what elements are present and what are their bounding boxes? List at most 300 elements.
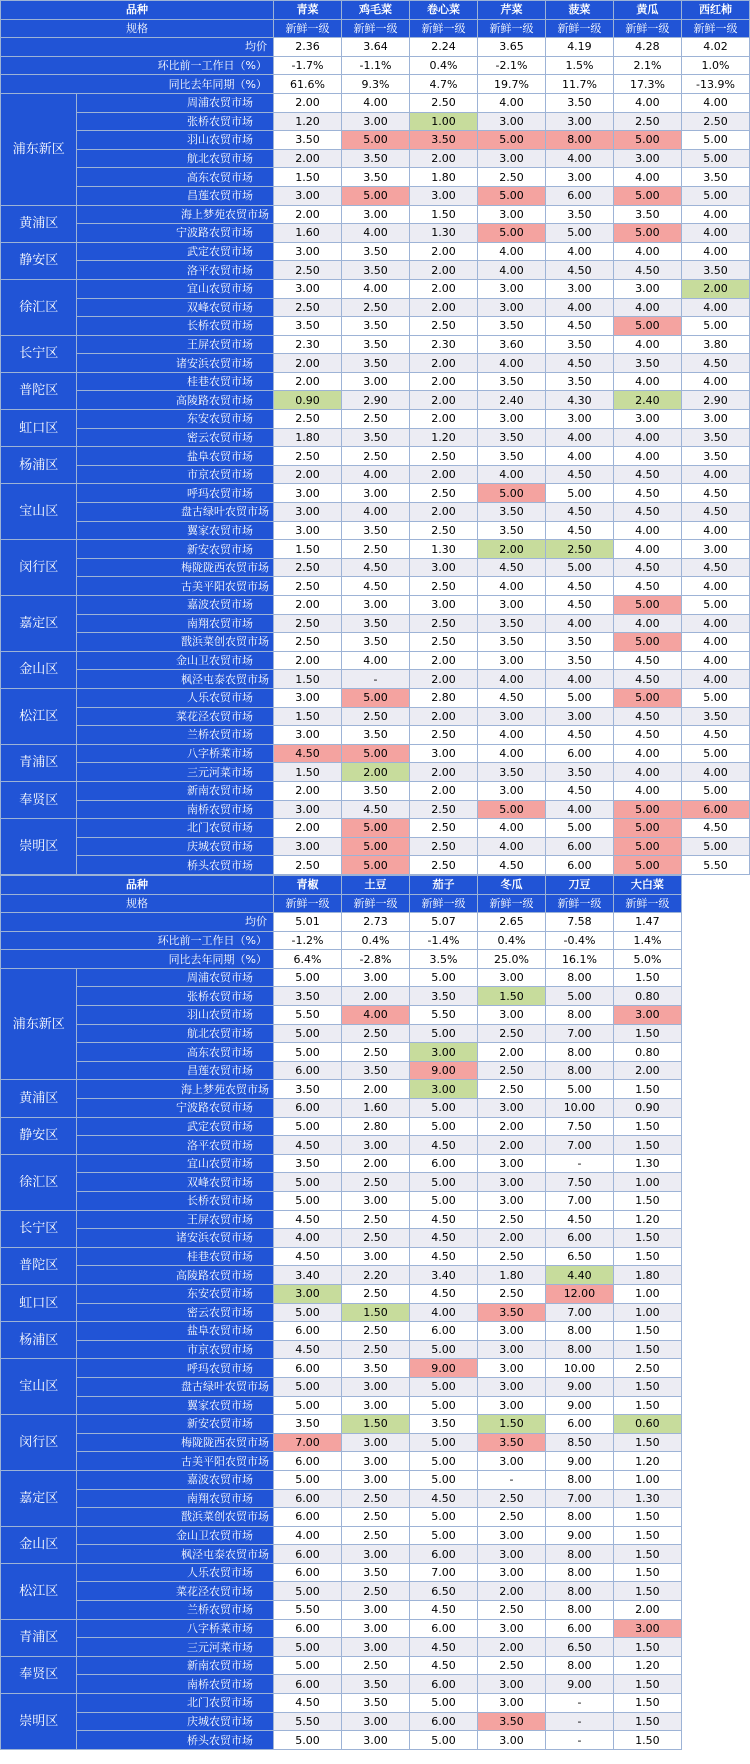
- market-row: [1, 410, 750, 429]
- price-cell: 2.50: [342, 1656, 410, 1675]
- price-cell: 1.80: [409, 168, 477, 187]
- price-cell: 5.00: [613, 819, 681, 838]
- price-cell: 3.50: [342, 781, 410, 800]
- market-row: [1, 1266, 750, 1285]
- price-cell: 4.00: [613, 614, 681, 633]
- summary-value: 17.3%: [613, 75, 681, 94]
- price-cell: 4.50: [613, 558, 681, 577]
- price-cell: 2.50: [409, 819, 477, 838]
- market-row: [1, 1731, 750, 1750]
- price-cell: 3.50: [477, 447, 545, 466]
- empty-cell: [681, 1247, 749, 1266]
- market-row: [1, 577, 750, 596]
- empty-cell: [681, 1452, 749, 1471]
- price-cell: 4.50: [409, 1656, 477, 1675]
- price-cell: 2.50: [342, 410, 410, 429]
- price-cell: 3.00: [409, 1043, 477, 1062]
- market-row: [1, 1117, 750, 1136]
- price-cell: 5.00: [613, 224, 681, 243]
- price-cell: 8.00: [545, 1508, 613, 1527]
- district-name: 静安区: [1, 242, 77, 279]
- price-cell: 6.00: [274, 1545, 342, 1564]
- price-cell: 3.00: [274, 279, 342, 298]
- summary-value: 1.5%: [545, 56, 613, 75]
- empty-cell: [681, 1470, 749, 1489]
- market-name: 密云农贸市场: [77, 1303, 274, 1322]
- price-cell: 3.50: [477, 1303, 545, 1322]
- price-cell: 4.00: [613, 372, 681, 391]
- price-cell: 10.00: [545, 1359, 613, 1378]
- price-cell: 2.00: [477, 1136, 545, 1155]
- price-cell: 1.50: [613, 1024, 681, 1043]
- market-name: 呼玛农贸市场: [77, 484, 274, 503]
- price-cell: 5.50: [274, 1006, 342, 1025]
- market-row: [1, 707, 750, 726]
- summary-value: -1.4%: [409, 931, 477, 950]
- empty-cell: [681, 1117, 749, 1136]
- market-name: 双峰农贸市场: [77, 1173, 274, 1192]
- market-name: 东安农贸市场: [77, 410, 274, 429]
- market-name: 南翔农贸市场: [77, 1489, 274, 1508]
- price-cell: 2.50: [342, 1508, 410, 1527]
- summary-value: 3.65: [477, 38, 545, 57]
- price-cell: 4.00: [342, 503, 410, 522]
- market-name: 宁波路农贸市场: [77, 1099, 274, 1118]
- price-cell: 3.00: [613, 149, 681, 168]
- empty-cell: [681, 1024, 749, 1043]
- market-name: 枫泾屯泰农贸市场: [77, 670, 274, 689]
- price-cell: 3.50: [342, 521, 410, 540]
- empty-cell: [681, 931, 749, 950]
- market-name: 嘉波农贸市场: [77, 596, 274, 615]
- market-row: [1, 819, 750, 838]
- price-cell: 4.50: [409, 1136, 477, 1155]
- price-cell: 3.00: [477, 298, 545, 317]
- price-cell: 4.00: [613, 744, 681, 763]
- price-cell: 3.00: [342, 1377, 410, 1396]
- market-name: 三元河菜市场: [77, 1638, 274, 1657]
- price-cell: 1.50: [477, 1415, 545, 1434]
- price-cell: 2.00: [477, 1638, 545, 1657]
- price-cell: 5.00: [409, 1694, 477, 1713]
- summary-value: 11.7%: [545, 75, 613, 94]
- price-cell: 4.00: [613, 540, 681, 559]
- price-cell: 4.00: [681, 298, 749, 317]
- price-cell: 4.50: [409, 1638, 477, 1657]
- market-row: [1, 558, 750, 577]
- price-cell: 9.00: [545, 1452, 613, 1471]
- summary-label: 同比去年同期（%）: [1, 75, 274, 94]
- market-row: [1, 1136, 750, 1155]
- price-cell: 3.00: [342, 484, 410, 503]
- summary-value: 3.64: [342, 38, 410, 57]
- price-cell: 6.00: [274, 1061, 342, 1080]
- market-row: [1, 1024, 750, 1043]
- price-cell: 3.00: [477, 1173, 545, 1192]
- price-cell: 5.00: [545, 558, 613, 577]
- price-cell: 6.00: [545, 1415, 613, 1434]
- market-row: [1, 1061, 750, 1080]
- price-cell: 5.00: [545, 1080, 613, 1099]
- price-cell: 3.00: [342, 596, 410, 615]
- district-name: 杨浦区: [1, 1322, 77, 1359]
- summary-value: 6.4%: [274, 950, 342, 969]
- produce-name: 青菜: [274, 1, 342, 20]
- empty-cell: [681, 1340, 749, 1359]
- price-cell: 3.50: [545, 205, 613, 224]
- price-cell: 4.50: [613, 484, 681, 503]
- produce-name: 黄瓜: [613, 1, 681, 20]
- price-cell: 5.00: [613, 131, 681, 150]
- price-cell: 2.40: [477, 391, 545, 410]
- price-cell: 3.00: [477, 149, 545, 168]
- market-row: [1, 149, 750, 168]
- market-name: 盘古绿叶农贸市场: [77, 503, 274, 522]
- market-name: 盐阜农贸市场: [77, 1322, 274, 1341]
- price-cell: 3.50: [342, 168, 410, 187]
- market-row: [1, 205, 750, 224]
- price-cell: 1.00: [613, 1173, 681, 1192]
- price-cell: 3.50: [342, 1061, 410, 1080]
- price-cell: 4.50: [613, 261, 681, 280]
- price-cell: 4.50: [274, 1210, 342, 1229]
- price-cell: 4.50: [681, 726, 749, 745]
- price-cell: 2.00: [681, 279, 749, 298]
- price-cell: 2.00: [274, 819, 342, 838]
- price-cell: 1.50: [613, 1247, 681, 1266]
- price-cell: 5.00: [342, 131, 410, 150]
- spec-value: 新鲜一级: [274, 19, 342, 38]
- summary-value: 2.1%: [613, 56, 681, 75]
- price-cell: 4.00: [681, 651, 749, 670]
- price-cell: 3.00: [545, 410, 613, 429]
- price-cell: 1.50: [613, 1582, 681, 1601]
- price-cell: 1.60: [342, 1099, 410, 1118]
- price-cell: 3.00: [409, 558, 477, 577]
- price-cell: 5.00: [274, 1470, 342, 1489]
- price-cell: 3.50: [274, 1415, 342, 1434]
- market-name: 周浦农贸市场: [77, 968, 274, 987]
- market-row: [1, 800, 750, 819]
- summary-value: -1.7%: [274, 56, 342, 75]
- price-cell: 4.50: [409, 1229, 477, 1248]
- market-name: 兰桥农贸市场: [77, 726, 274, 745]
- price-cell: 2.00: [274, 149, 342, 168]
- price-cell: 3.00: [545, 707, 613, 726]
- price-cell: -: [545, 1712, 613, 1731]
- price-cell: 6.50: [545, 1247, 613, 1266]
- price-cell: 2.00: [274, 205, 342, 224]
- header-row: [1, 875, 750, 894]
- price-cell: 3.00: [477, 968, 545, 987]
- price-cell: 2.50: [342, 1024, 410, 1043]
- price-cell: 0.80: [613, 987, 681, 1006]
- spec-header: 规格: [1, 19, 274, 38]
- price-cell: 5.00: [613, 633, 681, 652]
- price-cell: 1.50: [613, 1712, 681, 1731]
- market-name: 王屏农贸市场: [77, 335, 274, 354]
- price-cell: 3.50: [477, 1712, 545, 1731]
- price-cell: 2.00: [274, 596, 342, 615]
- price-cell: 5.00: [477, 186, 545, 205]
- price-cell: 1.80: [274, 428, 342, 447]
- summary-row: [1, 950, 750, 969]
- price-cell: 4.50: [545, 261, 613, 280]
- price-cell: 4.50: [477, 558, 545, 577]
- price-cell: 4.50: [477, 856, 545, 875]
- market-name: 古美平阳农贸市场: [77, 1452, 274, 1471]
- price-cell: 3.00: [342, 1247, 410, 1266]
- price-cell: 3.00: [477, 1192, 545, 1211]
- market-row: [1, 298, 750, 317]
- spec-value: 新鲜一级: [477, 894, 545, 913]
- price-cell: 3.00: [613, 279, 681, 298]
- price-cell: 3.00: [545, 279, 613, 298]
- price-cell: 4.00: [342, 1006, 410, 1025]
- price-cell: 3.50: [342, 726, 410, 745]
- price-cell: 2.30: [274, 335, 342, 354]
- market-name: 南桥农贸市场: [77, 800, 274, 819]
- market-name: 诸安浜农贸市场: [77, 354, 274, 373]
- market-name: 呼玛农贸市场: [77, 1359, 274, 1378]
- price-cell: 3.50: [342, 1694, 410, 1713]
- price-cell: 2.50: [477, 1284, 545, 1303]
- market-name: 洛平农贸市场: [77, 261, 274, 280]
- price-cell: 5.00: [409, 1508, 477, 1527]
- market-name: 南翔农贸市场: [77, 614, 274, 633]
- price-cell: 4.00: [681, 633, 749, 652]
- empty-cell: [681, 875, 749, 894]
- market-row: [1, 1582, 750, 1601]
- price-cell: 1.50: [613, 1080, 681, 1099]
- market-row: [1, 540, 750, 559]
- price-cell: 8.00: [545, 1545, 613, 1564]
- price-cell: 2.50: [409, 577, 477, 596]
- price-cell: 3.50: [342, 633, 410, 652]
- price-cell: 2.00: [409, 279, 477, 298]
- market-row: [1, 224, 750, 243]
- summary-row: [1, 75, 750, 94]
- price-cell: 1.50: [274, 707, 342, 726]
- price-cell: 2.50: [274, 558, 342, 577]
- price-cell: 2.50: [342, 1210, 410, 1229]
- price-cell: 8.00: [545, 1601, 613, 1620]
- price-cell: 0.90: [274, 391, 342, 410]
- price-cell: 2.00: [477, 1117, 545, 1136]
- price-cell: 2.00: [409, 670, 477, 689]
- price-cell: 2.50: [342, 540, 410, 559]
- summary-row: [1, 931, 750, 950]
- price-cell: 4.00: [613, 781, 681, 800]
- spec-value: 新鲜一级: [545, 19, 613, 38]
- price-cell: 2.50: [477, 1489, 545, 1508]
- price-cell: 3.00: [342, 1638, 410, 1657]
- district-name: 宝山区: [1, 484, 77, 540]
- empty-cell: [681, 968, 749, 987]
- price-cell: 1.50: [613, 1136, 681, 1155]
- price-cell: 4.00: [477, 261, 545, 280]
- price-cell: 1.50: [613, 1340, 681, 1359]
- price-cell: 2.50: [477, 1508, 545, 1527]
- price-cell: 5.00: [545, 819, 613, 838]
- price-cell: 2.00: [409, 261, 477, 280]
- price-cell: 2.90: [342, 391, 410, 410]
- price-cell: 5.00: [409, 1340, 477, 1359]
- price-cell: 3.50: [681, 707, 749, 726]
- market-row: [1, 1192, 750, 1211]
- summary-value: 5.01: [274, 913, 342, 932]
- market-name: 庆城农贸市场: [77, 837, 274, 856]
- price-cell: 4.00: [545, 670, 613, 689]
- price-cell: 2.00: [409, 651, 477, 670]
- empty-cell: [681, 950, 749, 969]
- market-name: 王屏农贸市场: [77, 1210, 274, 1229]
- price-cell: 2.50: [274, 856, 342, 875]
- price-cell: 1.50: [613, 1508, 681, 1527]
- market-name: 菜花泾农贸市场: [77, 707, 274, 726]
- district-name: 普陀区: [1, 1247, 77, 1284]
- price-cell: 5.00: [342, 819, 410, 838]
- price-cell: 8.00: [545, 1582, 613, 1601]
- price-cell: 9.00: [409, 1359, 477, 1378]
- price-cell: 4.50: [545, 354, 613, 373]
- price-cell: 4.50: [545, 596, 613, 615]
- price-cell: 4.50: [545, 577, 613, 596]
- market-row: [1, 1359, 750, 1378]
- market-row: [1, 1694, 750, 1713]
- price-cell: 9.00: [545, 1396, 613, 1415]
- price-cell: 2.00: [409, 391, 477, 410]
- price-cell: 3.00: [274, 242, 342, 261]
- price-cell: 6.00: [274, 1359, 342, 1378]
- price-cell: 3.00: [342, 1452, 410, 1471]
- price-cell: 5.50: [681, 856, 749, 875]
- summary-value: 61.6%: [274, 75, 342, 94]
- price-cell: 4.50: [409, 1210, 477, 1229]
- price-cell: 2.00: [477, 1043, 545, 1062]
- market-name: 南桥农贸市场: [77, 1675, 274, 1694]
- price-cell: 2.00: [274, 354, 342, 373]
- market-name: 羽山农贸市场: [77, 1006, 274, 1025]
- price-cell: 8.00: [545, 968, 613, 987]
- price-cell: 12.00: [545, 1284, 613, 1303]
- price-cell: 3.50: [274, 1154, 342, 1173]
- price-cell: 1.50: [274, 540, 342, 559]
- market-row: [1, 112, 750, 131]
- market-row: [1, 688, 750, 707]
- price-cell: 4.00: [545, 447, 613, 466]
- price-cell: 5.00: [274, 1303, 342, 1322]
- price-cell: 4.50: [613, 503, 681, 522]
- price-cell: 2.50: [409, 93, 477, 112]
- market-name: 人乐农贸市场: [77, 1563, 274, 1582]
- price-cell: 2.00: [409, 298, 477, 317]
- price-cell: 1.50: [342, 1303, 410, 1322]
- produce-name: 茄子: [409, 875, 477, 894]
- district-name: 奉贤区: [1, 1656, 77, 1693]
- district-name: 黄浦区: [1, 205, 77, 242]
- price-cell: 2.50: [274, 447, 342, 466]
- price-cell: 3.00: [613, 410, 681, 429]
- spec-value: 新鲜一级: [681, 19, 749, 38]
- price-cell: 4.00: [477, 465, 545, 484]
- price-cell: 5.00: [274, 1656, 342, 1675]
- price-cell: 4.00: [342, 93, 410, 112]
- price-cell: 5.00: [274, 1173, 342, 1192]
- spec-value: 新鲜一级: [613, 894, 681, 913]
- price-cell: 9.00: [545, 1675, 613, 1694]
- price-cell: 6.00: [274, 1452, 342, 1471]
- empty-cell: [681, 1099, 749, 1118]
- price-cell: 4.00: [477, 93, 545, 112]
- produce-name: 大白菜: [613, 875, 681, 894]
- price-cell: 4.50: [613, 577, 681, 596]
- empty-cell: [681, 1582, 749, 1601]
- price-cell: 3.00: [342, 1731, 410, 1750]
- price-cell: 2.30: [409, 335, 477, 354]
- price-cell: 4.00: [545, 800, 613, 819]
- price-cell: 3.00: [681, 410, 749, 429]
- price-cell: 4.00: [613, 447, 681, 466]
- empty-cell: [681, 1433, 749, 1452]
- price-cell: 4.50: [545, 317, 613, 336]
- price-cell: 4.00: [681, 242, 749, 261]
- market-name: 海上梦苑农贸市场: [77, 205, 274, 224]
- market-name: 八字桥菜市场: [77, 744, 274, 763]
- price-cell: 3.00: [477, 1396, 545, 1415]
- district-name: 黄浦区: [1, 1080, 77, 1117]
- price-cell: 3.50: [681, 428, 749, 447]
- price-table-1: [0, 0, 750, 875]
- price-cell: 3.50: [545, 372, 613, 391]
- price-cell: 3.50: [545, 763, 613, 782]
- market-row: [1, 1489, 750, 1508]
- price-cell: 2.00: [409, 503, 477, 522]
- price-cell: 5.00: [545, 987, 613, 1006]
- district-name: 杨浦区: [1, 447, 77, 484]
- price-cell: 3.00: [477, 707, 545, 726]
- price-cell: 3.80: [681, 335, 749, 354]
- summary-label: 环比前一工作日（%）: [1, 56, 274, 75]
- summary-value: 25.0%: [477, 950, 545, 969]
- empty-cell: [681, 1396, 749, 1415]
- empty-cell: [681, 1415, 749, 1434]
- price-cell: 3.00: [477, 1619, 545, 1638]
- market-row: [1, 131, 750, 150]
- price-cell: 3.00: [477, 279, 545, 298]
- market-name: 戬浜菜创农贸市场: [77, 633, 274, 652]
- price-cell: 3.00: [545, 168, 613, 187]
- price-cell: 4.00: [613, 521, 681, 540]
- district-name: 虹口区: [1, 1284, 77, 1321]
- price-cell: 7.00: [545, 1136, 613, 1155]
- market-name: 三元河菜市场: [77, 763, 274, 782]
- district-name: 浦东新区: [1, 93, 77, 205]
- market-name: 密云农贸市场: [77, 428, 274, 447]
- price-cell: 5.00: [477, 224, 545, 243]
- price-cell: 3.00: [342, 205, 410, 224]
- price-cell: 2.50: [342, 1340, 410, 1359]
- empty-cell: [681, 1508, 749, 1527]
- price-cell: 5.00: [274, 1582, 342, 1601]
- price-cell: 3.00: [409, 596, 477, 615]
- price-cell: 3.00: [477, 651, 545, 670]
- price-cell: 4.00: [681, 614, 749, 633]
- market-row: [1, 1154, 750, 1173]
- price-cell: 5.00: [613, 317, 681, 336]
- price-cell: 2.50: [409, 521, 477, 540]
- price-cell: 1.50: [613, 968, 681, 987]
